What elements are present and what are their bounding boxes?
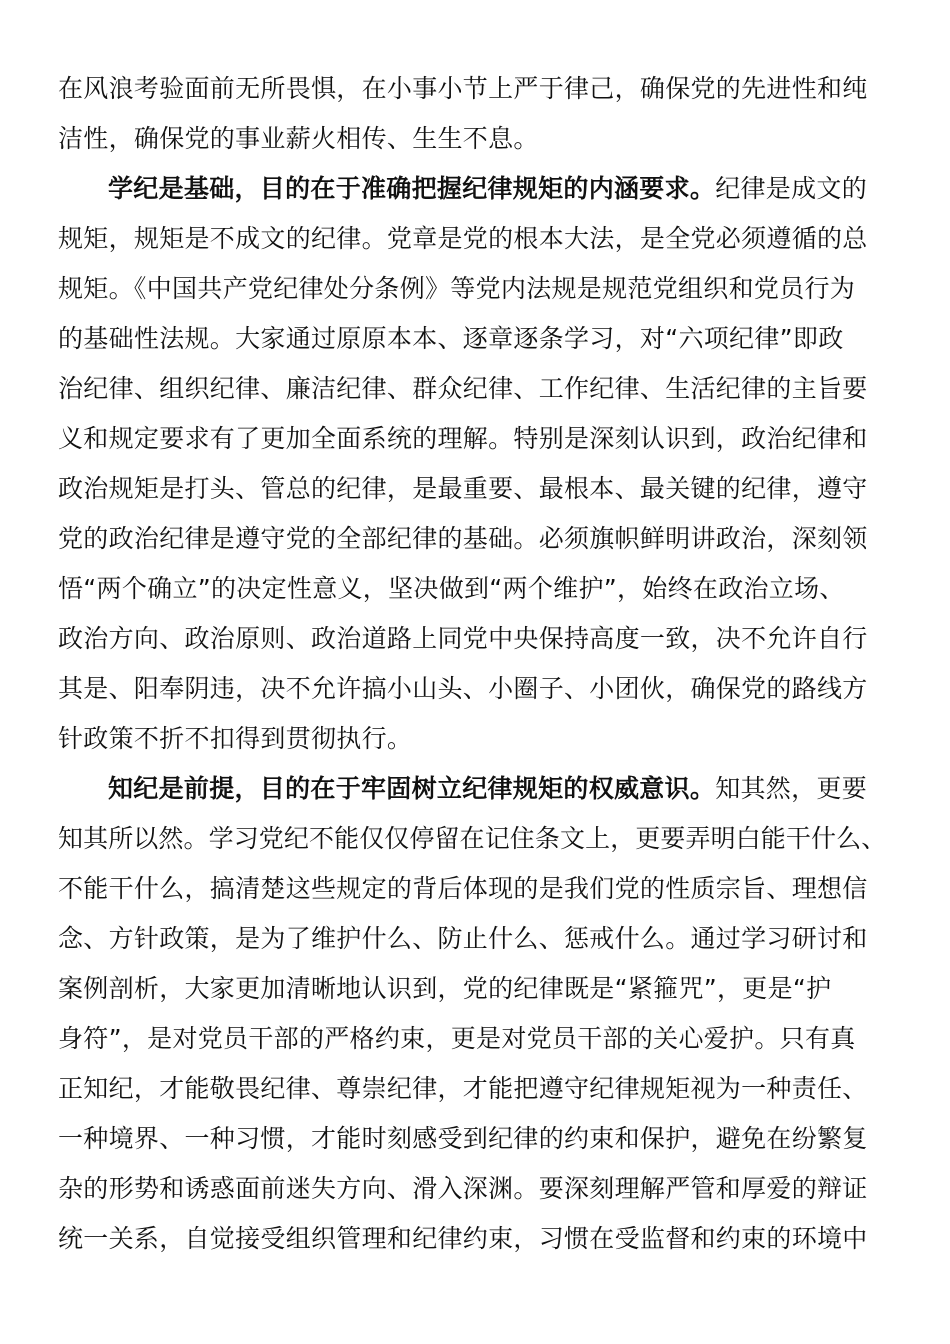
line-text: 身符”，是对党员干部的严格约束，更是对党员干部的关心爱护。只有真 — [58, 1024, 856, 1053]
line-text: 针政策不折不扣得到贯彻执行。 — [58, 724, 413, 753]
text-line — [58, 664, 886, 714]
text-line — [58, 1214, 886, 1264]
text-line — [58, 514, 886, 564]
line-text: 洁性，确保党的事业薪火相传、生生不息。 — [58, 124, 539, 153]
text-line — [58, 814, 886, 864]
line-text: 其是、阳奉阴违，决不允许搞小山头、小圈子、小团伙，确保党的路线方 — [58, 674, 868, 703]
line-text: 党的政治纪律是遵守党的全部纪律的基础。必须旗帜鲜明讲政治，深刻领 — [58, 524, 868, 553]
line-text: 杂的形势和诱惑面前迷失方向、滑入深渊。要深刻理解严管和厚爱的辩证 — [58, 1174, 868, 1203]
line-text: 知其所以然。学习党纪不能仅仅停留在记住条文上，更要弄明白能干什么、 — [58, 824, 887, 853]
text-line — [58, 564, 886, 614]
line-text: 政治方向、政治原则、政治道路上同党中央保持高度一致，决不允许自行 — [58, 624, 868, 653]
line-text: 案例剖析，大家更加清晰地认识到，党的纪律既是“紧箍咒”，更是“护 — [58, 974, 832, 1003]
line-text: 规矩，规矩是不成文的纪律。党章是党的根本大法，是全党必须遵循的总 — [58, 224, 868, 253]
paragraph-lead-line — [58, 164, 886, 214]
paragraph-heading: 学纪是基础，目的在于准确把握纪律规矩的内涵要求。 — [108, 174, 716, 203]
text-line — [58, 1064, 886, 1114]
line-text: 知其然，更要 — [715, 774, 868, 803]
line-text: 纪律是成文的 — [715, 174, 868, 203]
line-text: 统一关系，自觉接受组织管理和纪律约束，习惯在受监督和约束的环境中 — [58, 1224, 868, 1253]
text-line — [58, 1114, 886, 1164]
line-text: 规矩。《中国共产党纪律处分条例》等党内法规是规范党组织和党员行为 — [58, 274, 856, 303]
text-line — [58, 864, 886, 914]
document-body — [58, 64, 886, 1264]
text-line — [58, 364, 886, 414]
paragraph-heading: 知纪是前提，目的在于牢固树立纪律规矩的权威意识。 — [108, 774, 716, 803]
text-line — [58, 264, 886, 314]
line-text: 不能干什么，搞清楚这些规定的背后体现的是我们党的性质宗旨、理想信 — [58, 874, 868, 903]
line-text: 义和规定要求有了更加全面系统的理解。特别是深刻认识到，政治纪律和 — [58, 424, 868, 453]
text-line — [58, 314, 886, 364]
line-text: 正知纪，才能敬畏纪律、尊崇纪律，才能把遵守纪律规矩视为一种责任、 — [58, 1074, 868, 1103]
line-text: 治纪律、组织纪律、廉洁纪律、群众纪律、工作纪律、生活纪律的主旨要 — [58, 374, 868, 403]
text-line — [58, 464, 886, 514]
text-line — [58, 114, 886, 164]
line-text: 念、方针政策，是为了维护什么、防止什么、惩戒什么。通过学习研讨和 — [58, 924, 868, 953]
text-line — [58, 614, 886, 664]
line-text: 一种境界、一种习惯，才能时刻感受到纪律的约束和保护，避免在纷繁复 — [58, 1124, 868, 1153]
line-text: 悟“两个确立”的决定性意义，坚决做到“两个维护”，始终在政治立场、 — [58, 574, 845, 603]
text-line — [58, 964, 886, 1014]
line-text: 的基础性法规。大家通过原原本本、逐章逐条学习，对“六项纪律”即政 — [58, 324, 844, 353]
text-line — [58, 914, 886, 964]
text-line — [58, 64, 886, 114]
text-line — [58, 1164, 886, 1214]
text-line — [58, 1014, 886, 1064]
text-line — [58, 214, 886, 264]
text-line — [58, 714, 886, 764]
paragraph-lead-line — [58, 764, 886, 814]
line-text: 在风浪考验面前无所畏惧，在小事小节上严于律己，确保党的先进性和纯 — [58, 74, 868, 103]
text-line — [58, 414, 886, 464]
line-text: 政治规矩是打头、管总的纪律，是最重要、最根本、最关键的纪律，遵守 — [58, 474, 868, 503]
